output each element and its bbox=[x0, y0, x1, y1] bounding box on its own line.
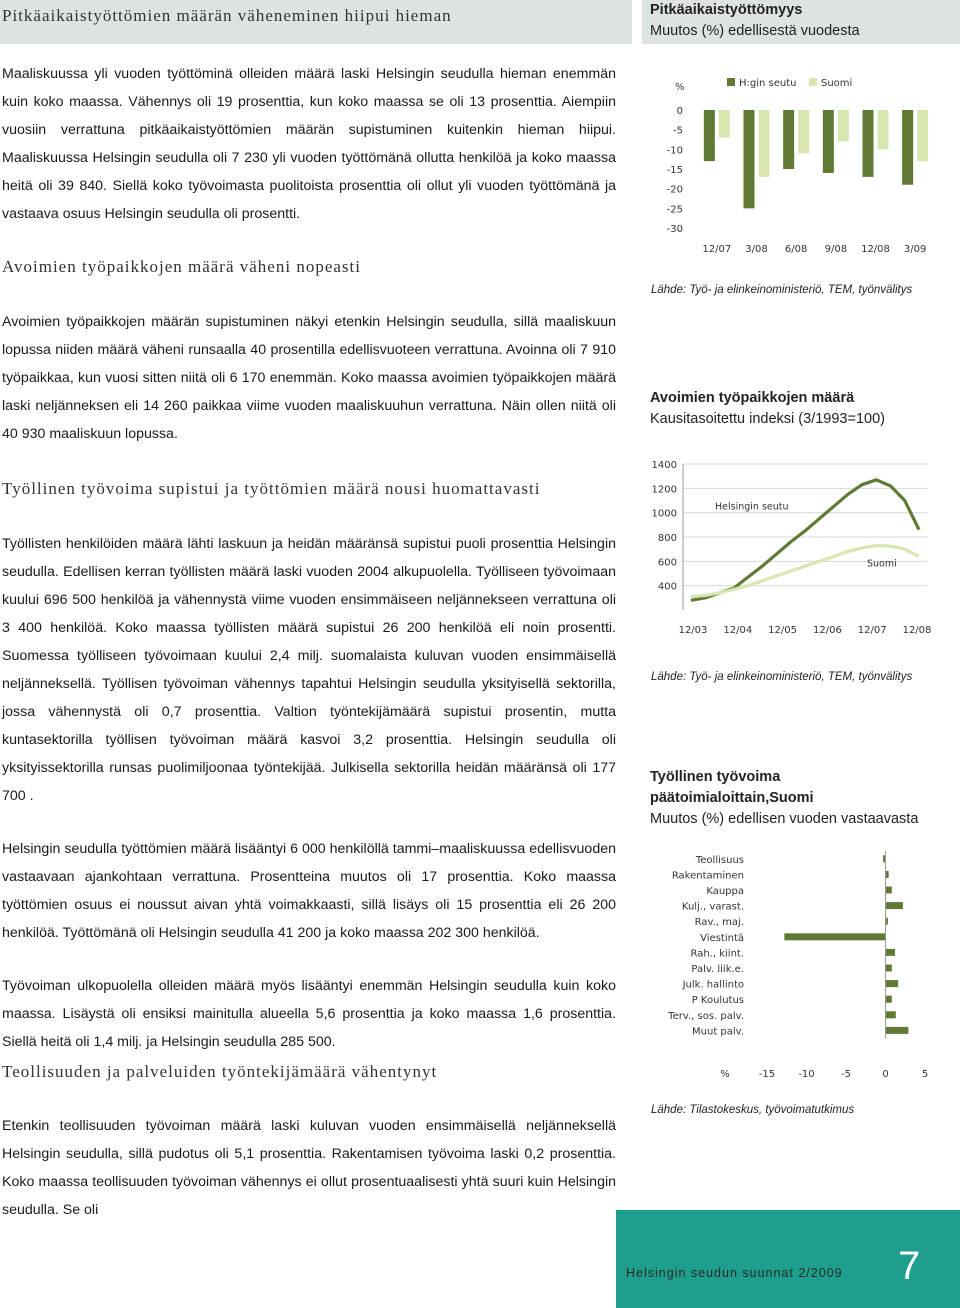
x-tick-label: -5 bbox=[841, 1069, 851, 1080]
y-tick-label: 1200 bbox=[651, 484, 677, 496]
paragraph: Helsingin seudulla työttömien määrä lisääntyi 6 000 henkilöllä tammi–maaliskuussa edellisvuoden vastaavaan ajankohtaan verrattuna. Prosentteina muutos oli 17 prosenttia. Koko maassa työttömien osuus ei noussut aivan yhtä voimakkaasti, sillä lisäys oli 15 prosenttia eli 26 200 henkilöä. Työttömänä oli Helsingin seudulla 41 200 ja koko maassa 202 300 henkilöä. bbox=[2, 841, 616, 941]
paragraph: Maaliskuussa yli vuoden työttöminä olleiden määrä laski Helsingin seudulla hieman enemmän kuin koko maassa. Vähennys oli 19 prosenttia, kun koko maassa se oli 13 prosenttia. Aiempiin vuosiin verrattuna pitkäaikaistyöttömien määrän supistuminen kuitenkin hieman hiipui. Maaliskuussa Helsingin seudulla oli 7 230 yli vuoden työttömänä ollutta henkilöä ja koko maassa heitä oli 39 840. Siellä koko työvoimasta puolitoista prosenttia oli ollut yli vuoden työttömänä ja vastaava osuus Helsingin seudulla oli prosentti. bbox=[2, 66, 616, 222]
section-body-2 bbox=[2, 308, 616, 448]
bar bbox=[886, 965, 892, 972]
chart1-unemployment-bar-chart bbox=[655, 68, 945, 260]
section-body-1 bbox=[2, 60, 616, 228]
category-label: Terv., sos. palv. bbox=[668, 1010, 744, 1022]
bar bbox=[886, 1027, 909, 1034]
series-line bbox=[691, 480, 919, 600]
bar bbox=[886, 902, 903, 909]
bar bbox=[886, 949, 895, 956]
bar bbox=[744, 110, 755, 208]
y-tick-label: -5 bbox=[673, 125, 683, 137]
x-tick-label: 12/07 bbox=[702, 244, 732, 255]
chart3-subtitle: Muutos (%) edellisen vuoden vastaavasta bbox=[650, 811, 919, 827]
paragraph: Avoimien työpaikkojen määrän supistuminen näkyi etenkin Helsingin seudulla, sillä maaliskuun lopussa niiden määrä väheni runsaalla 40 prosentilla edellisvuoteen verrattuna. Avoinna oli 7 910 työpaikkaa, kun vuosi sitten niitä oli 6 170 enemmän. Koko maassa avoimien työpaikkojen määrä laski neljänneksen eli 14 260 paikkaa viime vuoden maaliskuuhun verrattuna. Näin ollen niitä oli 40 930 maaliskuun lopussa. bbox=[2, 314, 616, 442]
y-tick-label: 1000 bbox=[651, 508, 677, 520]
paragraph: Työvoiman ulkopuolella olleiden määrä myös lisääntyi enemmän Helsingin seudulla kuin koko maassa. Lisäystä oli ensiksi mainitulla alueella 5,6 prosenttia ja koko maassa 1,6 prosenttia. Siellä heitä oli 1,4 milj. ja Helsingin seudulla 285 500. bbox=[2, 978, 616, 1050]
x-tick-label: 12/08 bbox=[902, 625, 932, 636]
chart3-heading bbox=[650, 767, 918, 830]
x-tick-label: -15 bbox=[758, 1069, 776, 1080]
bar bbox=[759, 110, 770, 177]
y-tick-label: 800 bbox=[657, 533, 677, 544]
chart2-heading bbox=[650, 388, 885, 430]
x-tick-label: -10 bbox=[798, 1069, 815, 1080]
y-tick-label: 0 bbox=[676, 106, 683, 117]
chart2-subtitle: Kausitasoitettu indeksi (3/1993=100) bbox=[650, 411, 885, 427]
section-title-4: Teollisuuden ja palveluiden työntekijämäärä vähentynyt bbox=[2, 1062, 438, 1081]
series-label: Helsingin seutu bbox=[715, 501, 789, 513]
category-label: Teollisuus bbox=[695, 854, 744, 866]
section-body-4 bbox=[2, 1112, 616, 1224]
x-tick-label: 3/09 bbox=[903, 244, 927, 255]
x-axis-unit: % bbox=[720, 1069, 730, 1080]
chart3-source: Lähde: Tilastokeskus, työvoimatutkimus bbox=[651, 1104, 855, 1116]
x-tick-label: 5 bbox=[921, 1069, 929, 1080]
footer-publication: Helsingin seudun suunnat 2/2009 bbox=[626, 1266, 843, 1280]
legend-label: Suomi bbox=[821, 78, 853, 89]
category-label: Rakentaminen bbox=[671, 870, 744, 882]
legend-swatch bbox=[809, 78, 817, 86]
chart2-vacancies-line-chart bbox=[645, 452, 935, 644]
x-tick-label: 12/04 bbox=[723, 625, 753, 636]
bar bbox=[902, 110, 913, 185]
category-label: Kauppa bbox=[706, 886, 744, 897]
bar bbox=[798, 110, 809, 153]
x-tick-label: 3/08 bbox=[745, 244, 768, 255]
category-label: Muut palv. bbox=[692, 1026, 744, 1038]
bar bbox=[783, 110, 794, 169]
category-label: P Koulutus bbox=[691, 995, 744, 1007]
x-tick-label: 12/03 bbox=[678, 625, 708, 636]
category-label: Palv. liik.e. bbox=[691, 964, 744, 975]
category-label: Rah., kiint. bbox=[690, 948, 744, 960]
category-label: Julk. hallinto bbox=[682, 979, 744, 991]
paragraph: Työllisten henkilöiden määrä lähti laskuun ja heidän määränsä supistui puoli prosenttia Helsingin seudulla. Edellisen kerran työllisten määrä laski vuoden 2004 alkupuolella. Työlliseen työvoimaan kuului 696 500 henkilöä ja vähennystä viime vuoden ensimmäiseen neljännekseen verrattuna oli 3 400 henkilöä. Koko maassa työllisten määrä supistui 26 200 henkilöä eli noin prosentti. Suomessa työlliseen työvoimaan kuului 2,4 milj. suomalaista kuluvan vuoden ensimmäisellä neljänneksellä. Työllisen työvoiman vähennys tapahtui Helsingin seudulla yksityisellä sektorilla, jossa vähennystä oli 0,7 prosenttia. Valtion työntekijämäärä supistui prosentin, mutta kuntasektorilla työllisen työvoiman määrä kasvoi 3,2 prosenttia. Helsingin seudulla oli yksityissektorilla runsas puolimiljoonaa työntekijää. Julkisella sektorilla heidän määränsä oli 177 700 . bbox=[2, 536, 616, 804]
page-number: 7 bbox=[898, 1244, 921, 1288]
y-tick-label: -15 bbox=[666, 165, 683, 176]
x-tick-label: 6/08 bbox=[784, 244, 808, 255]
x-tick-label: 12/07 bbox=[857, 625, 887, 636]
y-axis-unit: % bbox=[675, 82, 685, 93]
legend-swatch bbox=[727, 78, 735, 86]
chart1-subtitle: Muutos (%) edellisestä vuodesta bbox=[650, 23, 860, 39]
y-tick-label: 1400 bbox=[651, 460, 677, 471]
category-label: Rav., maj. bbox=[694, 917, 744, 929]
series-label: Suomi bbox=[867, 558, 897, 570]
bar bbox=[917, 110, 928, 161]
bar bbox=[704, 110, 715, 161]
category-label: Kulj., varast. bbox=[681, 901, 744, 913]
legend-label: H:gin seutu bbox=[739, 78, 797, 89]
bar bbox=[838, 110, 849, 141]
category-label: Viestintä bbox=[700, 932, 744, 944]
y-tick-label: -25 bbox=[666, 204, 683, 216]
bar bbox=[886, 1011, 896, 1018]
x-tick-label: 12/05 bbox=[768, 625, 798, 636]
series-line bbox=[691, 546, 919, 597]
y-tick-label: 400 bbox=[657, 581, 677, 593]
chart3-title-line2: päätoimialoittain,Suomi bbox=[650, 790, 814, 806]
paragraph: Etenkin teollisuuden työvoiman määrä laski kuluvan vuoden ensimmäisellä neljänneksellä Helsingin seudulla, sillä pudotus oli 5,1 prosenttia. Rakentamisen työvoima laski 0,2 prosenttia. Koko maassa teollisuuden työvoiman vähennys ei ollut prosentuaalisesti yhtä suuri kuin Helsingin seudulla. Se oli bbox=[2, 1118, 616, 1218]
section-body-3 bbox=[2, 530, 616, 1056]
bar bbox=[886, 887, 892, 894]
bar bbox=[878, 110, 889, 149]
chart2-source: Lähde: Työ- ja elinkeinoministeriö, TEM, työnvälitys bbox=[651, 671, 913, 683]
chart3-industry-bar-chart bbox=[655, 843, 945, 1088]
chart2-title: Avoimien työpaikkojen määrä bbox=[650, 390, 855, 406]
bar bbox=[719, 110, 730, 138]
y-tick-label: -30 bbox=[666, 224, 683, 235]
chart1-heading bbox=[650, 0, 860, 42]
y-tick-label: -10 bbox=[666, 145, 683, 157]
y-tick-label: 600 bbox=[657, 557, 677, 569]
bar bbox=[784, 933, 885, 940]
section-title-1: Pitkäaikaistyöttömien määrän väheneminen hiipui hieman bbox=[2, 6, 452, 25]
x-tick-label: 9/08 bbox=[824, 244, 848, 255]
chart3-title-line1: Työllinen työvoima bbox=[650, 769, 781, 785]
y-tick-label: -20 bbox=[666, 184, 683, 196]
x-tick-label: 0 bbox=[882, 1069, 889, 1080]
x-tick-label: 12/08 bbox=[861, 244, 890, 255]
bar bbox=[863, 110, 874, 177]
chart1-source: Lähde: Työ- ja elinkeinoministeriö, TEM, työnvälitys bbox=[651, 284, 913, 296]
bar bbox=[886, 980, 899, 987]
bar bbox=[823, 110, 834, 173]
section-title-2: Avoimien työpaikkojen määrä väheni nopeasti bbox=[2, 257, 361, 276]
section-title-3: Työllinen työvoima supistui ja työttömien määrä nousi huomattavasti bbox=[2, 479, 541, 498]
chart1-title: Pitkäaikaistyöttömyys bbox=[650, 2, 803, 18]
x-tick-label: 12/06 bbox=[812, 625, 842, 636]
bar bbox=[886, 996, 892, 1003]
